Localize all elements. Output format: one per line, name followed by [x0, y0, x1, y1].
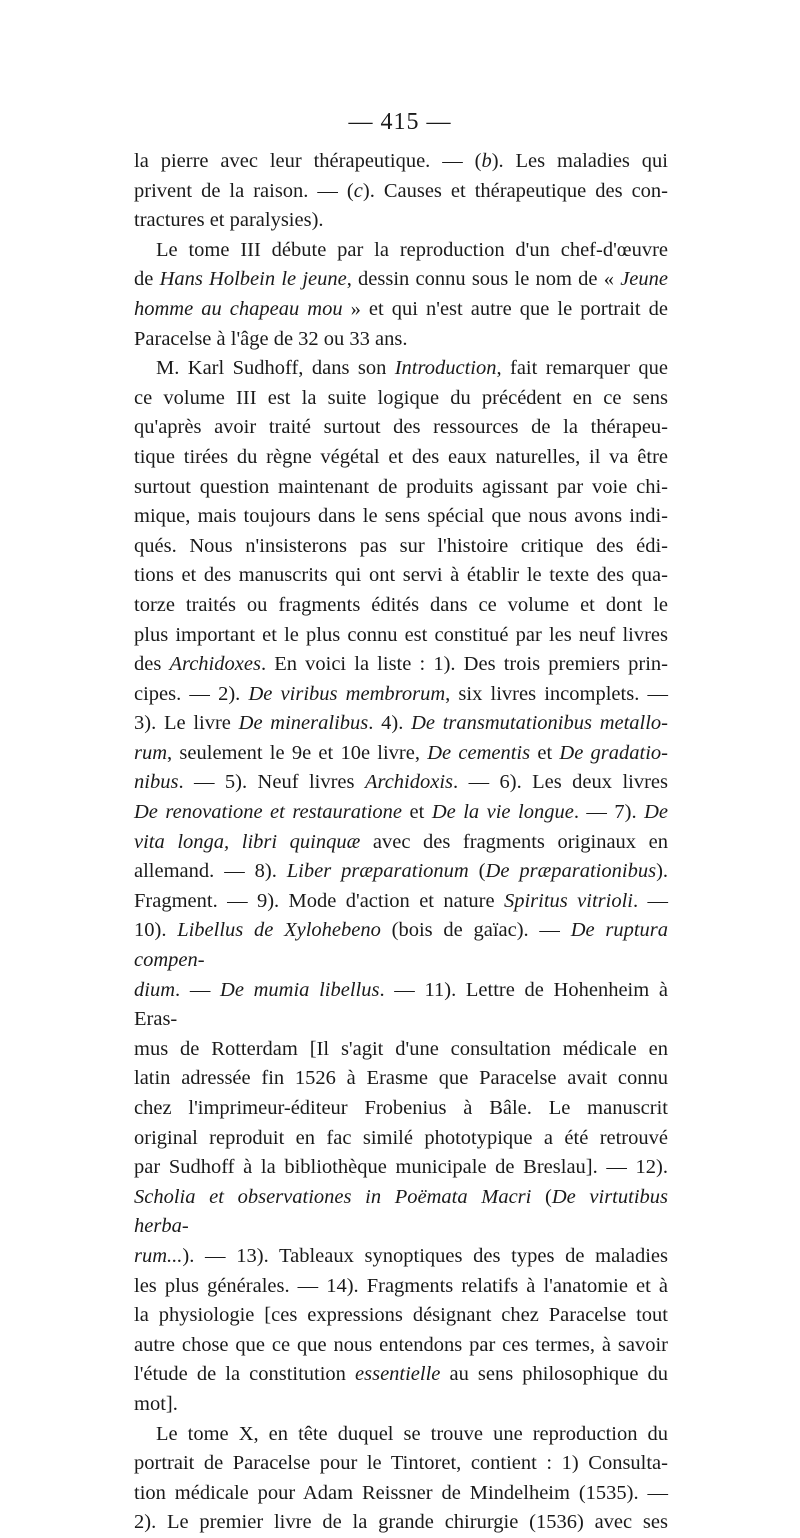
italic-text-segment: De cementis: [427, 741, 531, 764]
text-line: [134, 1064, 668, 1094]
text-line: [134, 295, 668, 325]
text-line: [134, 1183, 668, 1242]
text-segment: privent de la raison. — (: [134, 179, 354, 202]
text-segment: . — 11). Lettre de Hohenheim à Eras-: [134, 978, 668, 1031]
text-segment: mus de Rotterdam [Il s'agit d'une consultation médicale en: [134, 1037, 668, 1060]
text-line: [134, 177, 668, 207]
italic-text-segment: rum: [134, 741, 168, 764]
italic-text-segment: rum...: [134, 1244, 183, 1267]
text-line: [134, 413, 668, 443]
text-segment: . 4).: [368, 712, 412, 735]
text-segment: l'étude de la constitution: [134, 1363, 356, 1386]
text-segment: tions et des manuscrits qui ont servi à établir le texte des qua-: [134, 564, 668, 587]
text-segment: surtout question maintenant de produits agissant par voie chi-: [134, 475, 668, 498]
text-line: [134, 650, 668, 680]
text-line: [134, 443, 668, 473]
text-line: [134, 206, 668, 236]
text-segment: mot].: [134, 1392, 178, 1415]
text-segment: . En voici la liste : 1). Des trois premiers prin-: [260, 653, 668, 676]
text-line: [134, 1508, 668, 1538]
text-segment: (: [531, 1185, 552, 1208]
text-segment: 2). Le premier livre de la grande chirurgie (1536) avec ses: [134, 1511, 668, 1534]
text-segment: , six livres incomplets. —: [445, 682, 668, 705]
text-segment: tractures et paralysies).: [134, 209, 324, 232]
text-segment: torze traités ou fragments édités dans ce volume et dont le: [134, 593, 668, 616]
text-line: [134, 147, 668, 177]
text-segment: Le tome X, en tête duquel se trouve une reproduction du: [156, 1422, 668, 1445]
page-number: — 415 —: [348, 109, 452, 135]
text-line: [134, 1153, 668, 1183]
text-segment: . —: [632, 889, 668, 912]
text-segment: autre chose que ce que nous entendons par ces termes, à savoir: [134, 1333, 668, 1356]
italic-text-segment: De mineralibus: [238, 712, 369, 735]
text-segment: au sens philosophique du: [440, 1363, 668, 1386]
text-line: [134, 532, 668, 562]
text-segment: . — 6). Les deux livres: [453, 771, 668, 794]
italic-text-segment: homme au chapeau mou: [134, 297, 343, 320]
italic-text-segment: De mumia libellus: [220, 978, 380, 1001]
text-segment: . —: [175, 978, 221, 1001]
italic-text-segment: De: [644, 801, 669, 824]
text-line: [134, 1124, 668, 1154]
text-segment: ce volume III est la suite logique du précédent en ce sens: [134, 386, 668, 409]
text-segment: original reproduit en fac similé phototypique a été retrouvé: [134, 1126, 668, 1149]
text-segment: plus important et le plus connu est constitué par les neuf livres: [134, 623, 668, 646]
text-segment: ). Les maladies qui: [491, 150, 668, 172]
italic-text-segment: De viribus membrorum: [248, 682, 446, 705]
italic-text-segment: essentielle: [355, 1363, 441, 1386]
italic-text-segment: Jeune: [620, 268, 668, 291]
italic-text-segment: vita longa, libri quinquæ: [134, 830, 361, 853]
italic-text-segment: Libellus de Xylohebeno: [177, 919, 381, 942]
text-segment: les plus générales. — 14). Fragments relatifs à l'anatomie et à: [134, 1274, 668, 1297]
text-segment: mique, mais toujours dans le sens spécial que nous avons indi-: [134, 505, 668, 528]
italic-text-segment: De renovatione et restauratione: [134, 801, 403, 824]
text-segment: la physiologie [ces expressions désignant chez Paracelse tout: [134, 1304, 668, 1327]
text-line: [134, 798, 668, 828]
text-segment: (: [468, 860, 486, 883]
text-segment: Fragment. — 9). Mode d'action et nature: [134, 889, 504, 912]
text-segment: Paracelse à l'âge de 32 ou 33 ans.: [134, 327, 408, 350]
text-segment: 3). Le livre: [134, 712, 239, 735]
italic-text-segment: dium: [134, 978, 175, 1001]
italic-text-segment: Liber præparationum: [286, 860, 469, 883]
text-line: [134, 1272, 668, 1302]
text-line: [134, 561, 668, 591]
italic-text-segment: Archidoxis: [364, 771, 454, 794]
text-segment: avec des fragments originaux en: [360, 830, 668, 853]
text-segment: , seulement le 9e et 10e livre,: [167, 741, 428, 764]
text-segment: tique tirées du règne végétal et des eaux naturelles, il va être: [134, 445, 668, 468]
italic-text-segment: De præparationibus: [485, 860, 657, 883]
text-line: [134, 354, 668, 384]
text-segment: allemand. — 8).: [134, 860, 287, 883]
text-segment: Le tome III débute par la reproduction d'un chef-d'œuvre: [156, 238, 668, 261]
text-line: [134, 887, 668, 917]
italic-text-segment: Archidoxes: [169, 653, 261, 676]
text-line: [134, 502, 668, 532]
italic-text-segment: De gradatio-: [559, 741, 669, 764]
text-segment: par Sudhoff à la bibliothèque municipale de Breslau]. — 12).: [134, 1156, 668, 1179]
text-segment: chez l'imprimeur-éditeur Frobenius à Bâle. Le manuscrit: [134, 1097, 668, 1119]
text-line: [134, 828, 668, 858]
italic-text-segment: b: [481, 150, 492, 172]
text-segment: qués. Nous n'insisterons pas sur l'histoire critique des édi-: [134, 534, 668, 557]
text-line: [134, 1331, 668, 1361]
text-segment: M. Karl Sudhoff, dans son: [156, 357, 395, 380]
text-segment: et: [530, 741, 560, 764]
text-line: [134, 473, 668, 503]
text-segment: la pierre avec leur thérapeutique. — (: [134, 150, 482, 172]
text-segment: » et qui n'est autre que le portrait de: [342, 297, 668, 320]
text-line: [134, 1301, 668, 1331]
italic-text-segment: De transmutationibus metallo-: [411, 712, 669, 735]
text-line: [134, 621, 668, 651]
text-line: [134, 1420, 668, 1450]
text-line: [134, 768, 668, 798]
italic-text-segment: Scholia et observationes in Poëmata Macri: [134, 1185, 532, 1208]
text-line: [134, 680, 668, 710]
text-line: [134, 1094, 668, 1124]
italic-text-segment: Introduction: [394, 357, 497, 380]
text-segment: tion médicale pour Adam Reissner de Mindelheim (1535). —: [134, 1481, 668, 1504]
italic-text-segment: De ruptura compen-: [134, 919, 668, 972]
text-segment: de: [134, 268, 160, 291]
text-line: [134, 857, 668, 887]
italic-text-segment: De la vie longue: [431, 801, 574, 824]
italic-text-segment: Spiritus vitrioli: [503, 889, 633, 912]
text-segment: . — 5). Neuf livres: [178, 771, 365, 794]
text-segment: (bois de gaïac). —: [380, 919, 571, 942]
text-segment: ).: [656, 860, 669, 883]
text-segment: , fait remarquer que: [496, 357, 668, 380]
text-line: [134, 976, 668, 1035]
text-line: [134, 1390, 668, 1420]
italic-text-segment: c: [353, 179, 363, 202]
italic-text-segment: De virtutibus herba-: [134, 1185, 668, 1238]
text-line: [134, 236, 668, 266]
text-segment: ). Causes et thérapeutique des con-: [362, 179, 669, 202]
italic-text-segment: Hans Holbein le jeune: [159, 268, 347, 291]
text-line: [134, 384, 668, 414]
text-segment: et: [402, 801, 432, 824]
text-segment: , dessin connu sous le nom de «: [346, 268, 621, 291]
body-text: [134, 147, 668, 1538]
text-line: [134, 709, 668, 739]
text-line: [134, 591, 668, 621]
text-line: [134, 1479, 668, 1509]
text-line: [134, 739, 668, 769]
italic-text-segment: nibus: [134, 771, 179, 794]
text-line: [134, 265, 668, 295]
text-segment: qu'après avoir traité surtout des ressources de la thérapeu-: [134, 416, 668, 439]
text-segment: 10).: [134, 919, 178, 942]
text-line: [134, 1035, 668, 1065]
text-line: [134, 325, 668, 355]
text-segment: latin adressée fin 1526 à Erasme que Paracelse avait connu: [134, 1067, 668, 1090]
text-line: [134, 1360, 668, 1390]
text-segment: des: [134, 653, 170, 676]
text-line: [134, 1449, 668, 1479]
text-line: [134, 916, 668, 975]
text-segment: cipes. — 2).: [134, 682, 249, 705]
text-segment: portrait de Paracelse pour le Tintoret, contient : 1) Consulta-: [134, 1452, 668, 1475]
text-segment: ). — 13). Tableaux synoptiques des types de maladies: [182, 1244, 668, 1267]
text-segment: . — 7).: [573, 801, 645, 824]
